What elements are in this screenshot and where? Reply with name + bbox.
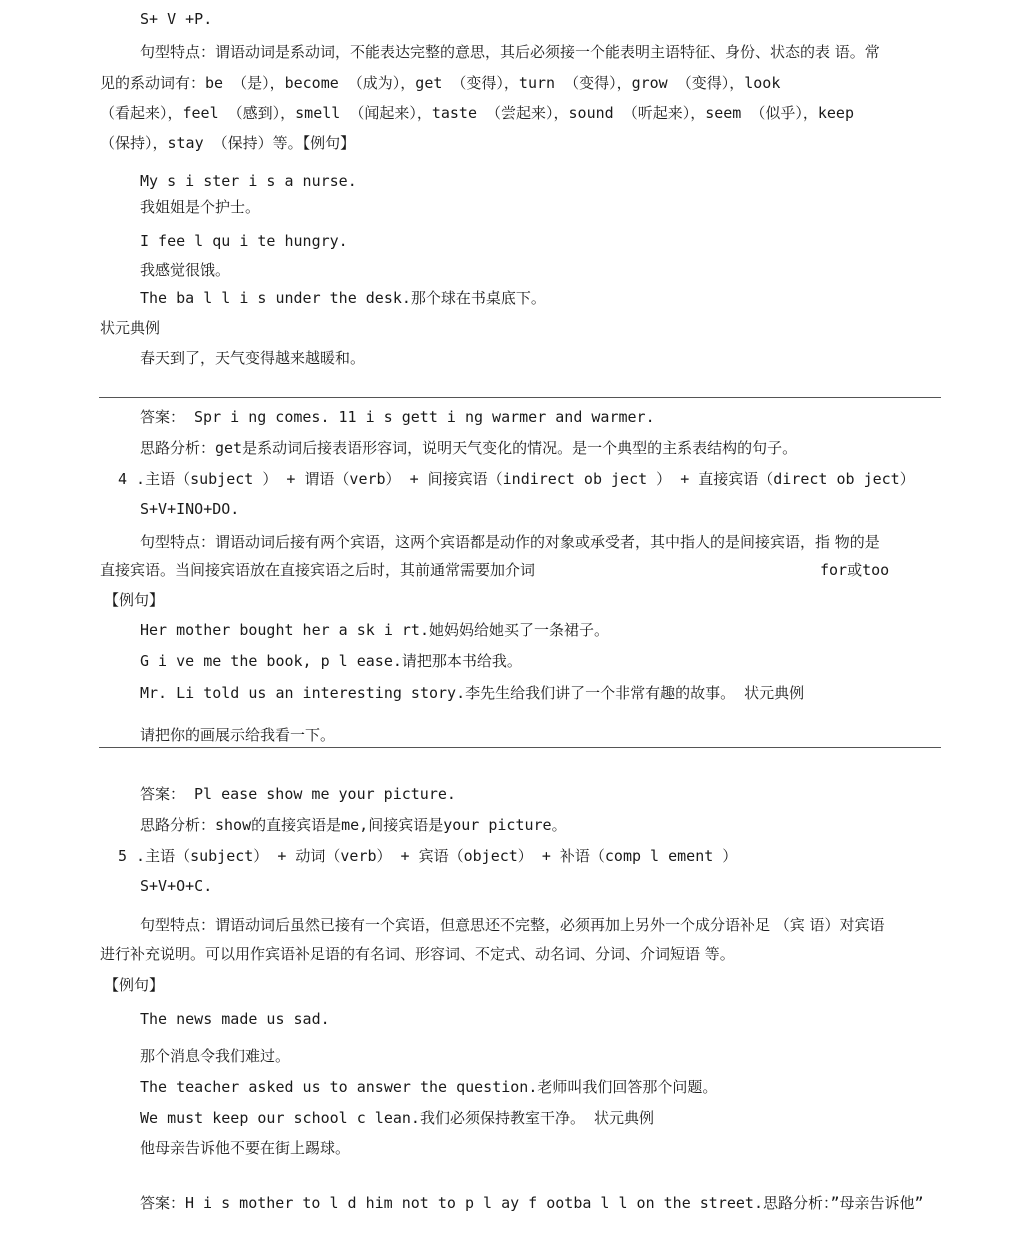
- formula-line: S+ V +P.: [140, 10, 213, 28]
- analysis-line: 思路分析：get是系动词后接表语形容词，说明天气变化的情况。是一个典型的主系表结构的句子。: [140, 439, 798, 457]
- formula-line: S+V+INO+DO.: [140, 500, 240, 518]
- example-sentence: Her mother bought her a sk i rt.她妈妈给她买了一条裙子。: [140, 621, 609, 639]
- example-heading: 【例句】: [104, 591, 165, 609]
- example-sentence: We must keep our school c lean.我们必须保持教室干净。 状元典例: [140, 1109, 654, 1127]
- paragraph-line: 句型特点：谓语动词是系动词，不能表达完整的意思，其后必须接一个能表明主语特征、身份、状态的表 语。常: [140, 43, 880, 61]
- paragraph-line: 见的系动词有：be （是），become （成为），get （变得），turn （变得），grow （变得），look: [100, 74, 781, 92]
- example-sentence: My s i ster i s a nurse.: [140, 172, 357, 190]
- formula-line: S+V+O+C.: [140, 877, 213, 895]
- example-translation: 我感觉很饿。: [140, 261, 231, 279]
- example-sentence: Mr. Li told us an interesting story.李先生给我们讲了一个非常有趣的故事。 状元典例: [140, 684, 805, 702]
- paragraph-line: 句型特点：谓语动词后接有两个宾语，这两个宾语都是动作的对象或承受者，其中指人的是间接宾语，指 物的是: [140, 533, 880, 551]
- divider: [99, 397, 941, 398]
- example-sentence: I fee l qu i te hungry.: [140, 232, 348, 250]
- heading-pattern-4: 4 .主语（subject ） + 谓语（verb） + 间接宾语（indirect ob ject ） + 直接宾语（direct ob ject）: [118, 470, 915, 488]
- example-sentence: The news made us sad.: [140, 1010, 330, 1028]
- exercise-question: 春天到了，天气变得越来越暖和。: [140, 349, 366, 367]
- paragraph-line: （看起来），feel （感到），smell （闻起来），taste （尝起来），sound （听起来），seem （似乎），keep: [100, 104, 854, 122]
- example-sentence: The teacher asked us to answer the question.老师叫我们回答那个问题。: [140, 1078, 718, 1096]
- example-sentence: G i ve me the book, p l ease.请把那本书给我。: [140, 652, 522, 670]
- exercise-question: 他母亲告诉他不要在街上踢球。: [140, 1139, 351, 1157]
- answer-line: 答案： Pl ease show me your picture.: [140, 785, 456, 803]
- paragraph-line: 进行补充说明。可以用作宾语补足语的有名词、形容词、不定式、动名词、分词、介词短语 等。: [100, 945, 735, 963]
- paragraph-line: 直接宾语。当间接宾语放在直接宾语之后时，其前通常需要加介词: [100, 561, 536, 579]
- divider: [99, 747, 941, 748]
- heading-pattern-5: 5 .主语（subject） + 动词（verb） + 宾语（object） + 补语（comp l ement ）: [118, 847, 738, 865]
- answer-line: 答案： Spr i ng comes. 11 i s gett i ng warmer and warmer.: [140, 408, 655, 426]
- paragraph-line: 句型特点：谓语动词后虽然已接有一个宾语，但意思还不完整，必须再加上另外一个成分语补足 （宾 语）对宾语: [140, 916, 885, 934]
- section-label: 状元典例: [100, 319, 161, 337]
- example-translation: 那个消息令我们难过。: [140, 1047, 291, 1065]
- paragraph-line: （保持），stay （保持）等。【例句】: [100, 134, 356, 152]
- example-sentence: The ba l l i s under the desk.那个球在书桌底下。: [140, 289, 546, 307]
- example-heading: 【例句】: [104, 976, 165, 994]
- analysis-line: 思路分析：show的直接宾语是me,间接宾语是your picture。: [140, 816, 567, 834]
- exercise-question: 请把你的画展示给我看一下。: [140, 726, 336, 744]
- example-translation: 我姐姐是个护士。: [140, 198, 261, 216]
- paragraph-line: for或too: [820, 561, 890, 579]
- answer-line: 答案：H i s mother to l d him not to p l ay f ootba l l on the street.思路分析：”母亲告诉他”: [140, 1194, 924, 1212]
